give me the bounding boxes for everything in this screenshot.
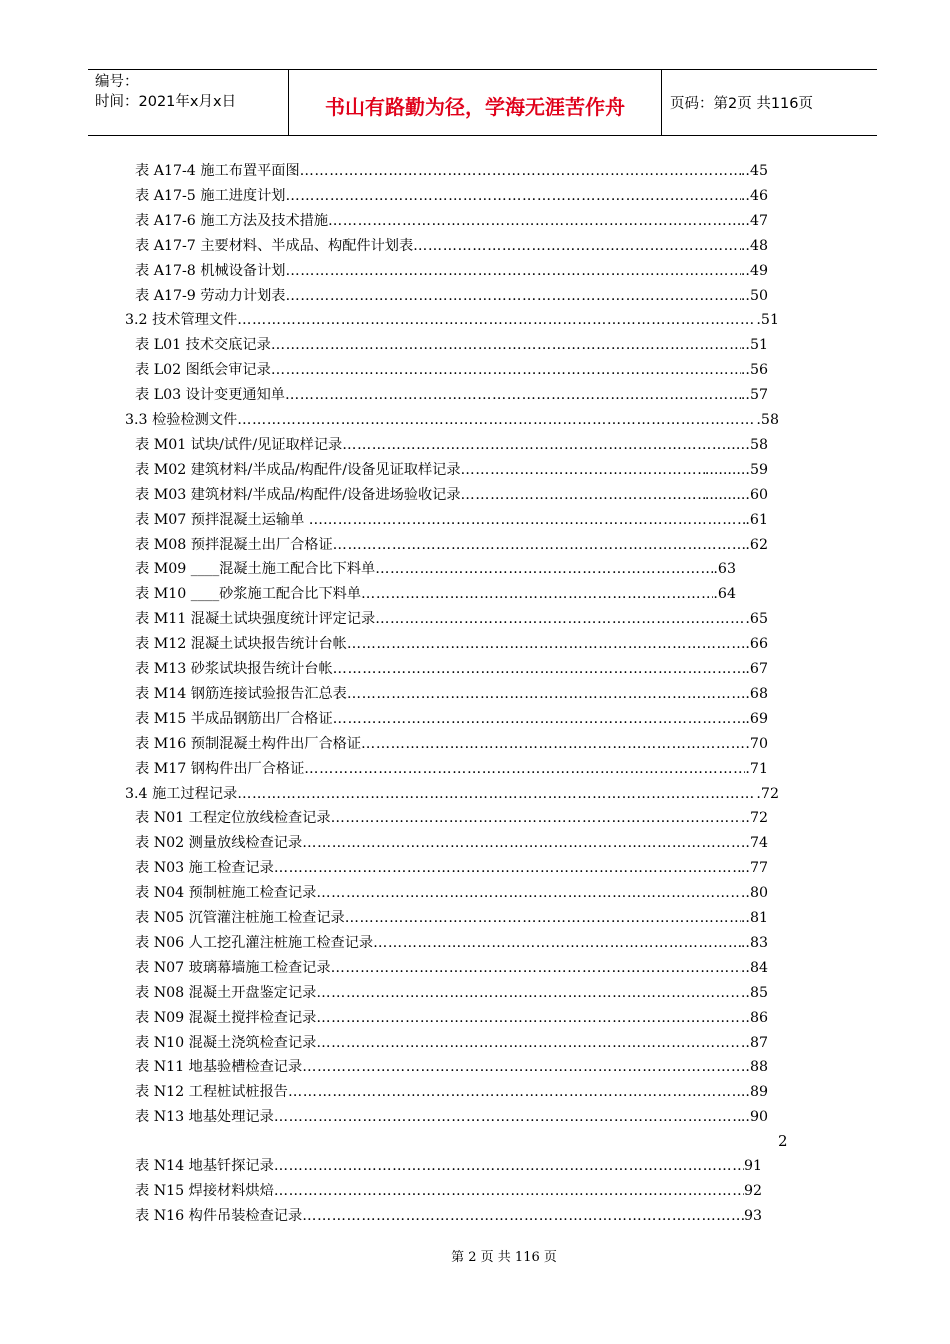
toc-entry-page: .65 [745, 611, 768, 628]
toc-leader-dots [285, 185, 740, 207]
toc-entry-title: 表 N12 工程桩试桩报告 [135, 1084, 288, 1101]
toc-leader-dots [347, 683, 746, 705]
toc-entry[interactable] [125, 309, 779, 331]
toc-leader-dots [461, 484, 705, 506]
toc-entry[interactable] [135, 359, 768, 381]
toc-entry[interactable] [135, 1007, 768, 1029]
toc-leader-dots [285, 260, 740, 282]
toc-entry[interactable] [135, 982, 768, 1004]
toc-entry[interactable] [135, 434, 768, 456]
toc-entry-title: 表 N14 地基钎探记录 [135, 1158, 274, 1174]
toc-leader-dots [288, 1081, 741, 1103]
toc-entry-title: 表 N02 测量放线检查记录 [135, 835, 303, 852]
toc-leader-dots [328, 210, 741, 232]
header-motto: 书山有路勤为径，学海无涯苦作舟 [325, 95, 625, 119]
toc-entry-page: .58 [756, 412, 779, 428]
toc-entry-page: .71 [745, 760, 768, 777]
toc-entry-title: 表 A17-7 主要材料、半成品、构配件计划表 [135, 237, 414, 254]
toc-leader-dots [237, 783, 756, 805]
toc-entry-title: 表 M13 砂浆试块报告统计台帐 [135, 661, 333, 677]
toc-entry-page: ..........60 [704, 486, 768, 503]
toc-entry-page: .64 [713, 586, 736, 603]
toc-entry-title: 表 M02 建筑材料/半成品/构配件/设备见证取样记录 [135, 461, 461, 478]
toc-entry[interactable] [125, 409, 779, 431]
toc-entry-title: 表 M16 预制混凝土构件出厂合格证 [135, 735, 362, 752]
toc-entry-page: ..88 [740, 1059, 768, 1076]
toc-entry-title: 表 N04 预制桩施工检查记录 [135, 885, 317, 902]
toc-entry[interactable] [135, 384, 768, 406]
document-time-label: 时间：2021年x月x日 [95, 94, 237, 110]
toc-entry-title: 表 N08 混凝土开盘鉴定记录 [135, 984, 317, 1001]
toc-entry[interactable] [135, 1155, 762, 1177]
toc-entry-page: .63 [713, 561, 736, 578]
page-footer: 第 2 页 共 116 页 [451, 1250, 557, 1265]
toc-entry-title: 表 N15 焊接材料烘焙 [135, 1182, 274, 1199]
toc-entry[interactable] [135, 459, 768, 481]
toc-leader-dots [461, 459, 705, 481]
toc-leader-dots [271, 359, 741, 381]
toc-leader-dots [375, 558, 713, 580]
toc-entry-page: ..86 [740, 1009, 768, 1026]
toc-entry[interactable] [135, 1032, 768, 1054]
toc-entry[interactable] [135, 509, 768, 531]
toc-entry[interactable] [135, 857, 768, 879]
header-bottom-rule [88, 135, 877, 136]
toc-entry-title: 表 N16 构件吊装检查记录 [135, 1207, 303, 1224]
toc-leader-dots [274, 1106, 741, 1128]
toc-entry[interactable] [135, 334, 768, 356]
toc-entry-title: 表 M12 混凝土试块报告统计台帐 [135, 636, 347, 653]
toc-entry-title: 表 N03 施工检查记录 [135, 860, 274, 877]
mid-page-number: 2 [778, 1132, 788, 1150]
toc-entry-page: .51 [756, 312, 779, 329]
toc-entry-title: 表 A17-5 施工进度计划 [135, 187, 286, 204]
toc-entry-title: 表 A17-6 施工方法及技术措施 [135, 212, 329, 229]
toc-entry[interactable] [135, 235, 768, 257]
toc-entry[interactable] [135, 907, 768, 929]
toc-entry-title: 3.3 检验检测文件 [125, 412, 238, 428]
toc-leader-dots [237, 309, 756, 331]
toc-leader-dots [316, 982, 741, 1004]
toc-leader-dots [345, 907, 741, 929]
toc-entry-title: 表 N05 沉管灌注桩施工检查记录 [135, 910, 345, 926]
toc-leader-dots [323, 509, 745, 531]
toc-entry-title: 表 M07 预拌混凝土运输单 … [135, 511, 323, 528]
toc-entry-title: 表 M15 半成品钢筋出厂合格证 [135, 710, 333, 727]
toc-entry-title: 表 A17-8 机械设备计划 [135, 262, 286, 279]
toc-entry[interactable] [135, 1180, 762, 1202]
toc-leader-dots [274, 1180, 744, 1202]
toc-entry-page: ……58 [721, 436, 768, 453]
toc-entry[interactable] [135, 534, 768, 556]
toc-leader-dots [347, 633, 746, 655]
toc-entry[interactable] [135, 633, 768, 655]
toc-entry[interactable] [135, 260, 768, 282]
toc-leader-dots [274, 857, 741, 879]
toc-entry-title: 3.4 施工过程记录 [125, 785, 238, 802]
toc-entry-title: 表 A17-4 施工布置平面图 [135, 163, 300, 179]
toc-entry[interactable] [135, 832, 768, 854]
toc-entry-page: .67 [745, 661, 768, 677]
toc-entry-page: .72 [756, 785, 779, 802]
toc-entry-title: 表 N11 地基验槽检查记录 [135, 1059, 303, 1076]
toc-entry-title: 表 N01 工程定位放线检查记录 [135, 810, 331, 827]
toc-entry-page: ..57 [740, 387, 768, 404]
toc-entry[interactable] [135, 1205, 762, 1227]
header-divider-left [288, 69, 289, 136]
toc-entry-page: .62 [745, 536, 768, 553]
toc-entry-title: 表 N13 地基处理记录 [135, 1109, 274, 1126]
toc-leader-dots [237, 409, 756, 431]
toc-entry-title: 表 M09 ____混凝土施工配合比下料单 [135, 561, 376, 578]
toc-entry-page: ..45 [740, 163, 768, 179]
toc-entry-title: 表 M08 预拌混凝土出厂合格证 [135, 536, 333, 553]
toc-entry[interactable] [135, 210, 768, 232]
header-top-rule [88, 69, 877, 70]
toc-entry[interactable] [135, 185, 768, 207]
toc-entry-title: 表 M11 混凝土试块强度统计评定记录 [135, 611, 376, 628]
toc-leader-dots [331, 807, 741, 829]
toc-entry[interactable] [135, 807, 768, 829]
toc-entry-title: 3.2 技术管理文件 [125, 312, 238, 329]
toc-entry-page: ..48 [740, 237, 768, 254]
toc-entry[interactable] [135, 957, 768, 979]
toc-leader-dots [304, 758, 745, 780]
toc-entry-title: 表 M03 建筑材料/半成品/构配件/设备进场验收记录 [135, 486, 461, 503]
toc-entry[interactable] [135, 683, 768, 705]
toc-entry-title: 表 M14 钢筋连接试验报告汇总表 [135, 685, 347, 702]
toc-entry-page: ..89 [740, 1084, 768, 1101]
toc-leader-dots [361, 583, 713, 605]
toc-entry-page: .66 [745, 636, 768, 653]
toc-leader-dots [373, 932, 741, 954]
toc-leader-dots [316, 1007, 741, 1029]
toc-entry[interactable] [135, 932, 768, 954]
toc-entry[interactable] [125, 783, 779, 805]
toc-leader-dots [331, 957, 741, 979]
toc-entry-page: ..47 [740, 212, 768, 229]
toc-entry[interactable] [135, 758, 768, 780]
toc-entry-page: ..........59 [704, 461, 768, 478]
toc-entry-title: 表 A17-9 劳动力计划表 [135, 287, 286, 304]
toc-entry[interactable] [135, 558, 736, 580]
toc-entry[interactable] [135, 160, 768, 182]
toc-leader-dots [302, 1205, 744, 1227]
toc-leader-dots [333, 658, 746, 680]
toc-leader-dots [413, 235, 741, 257]
toc-entry-page: ..46 [740, 187, 768, 204]
toc-leader-dots [285, 384, 741, 406]
toc-leader-dots [274, 1155, 744, 1177]
toc-entry-title: 表 M01 试块/试件/见证取样记录 [135, 436, 343, 453]
toc-leader-dots [300, 160, 741, 182]
toc-entry-title: 表 N10 混凝土浇筑检查记录 [135, 1034, 317, 1051]
toc-leader-dots [333, 534, 746, 556]
toc-entry-page: ..83 [740, 934, 768, 951]
toc-entry-title: 表 M10 ____砂浆施工配合比下料单 [135, 586, 362, 603]
toc-entry[interactable] [135, 583, 736, 605]
toc-entry-page: ..84 [740, 959, 768, 976]
toc-entry-page: ..56 [740, 362, 768, 379]
toc-entry[interactable] [135, 1106, 768, 1128]
toc-entry-page: ..90 [740, 1109, 768, 1126]
document-number-label: 编号： [95, 74, 139, 90]
toc-leader-dots [302, 1056, 741, 1078]
toc-leader-dots [285, 285, 740, 307]
toc-entry-title: 表 N07 玻璃幕墙施工检查记录 [135, 959, 331, 976]
toc-entry[interactable] [135, 1081, 768, 1103]
toc-entry-page: ..87 [740, 1034, 768, 1051]
toc-entry[interactable] [135, 733, 768, 755]
header-page-label: 页码：第2页 共116页 [670, 96, 814, 112]
toc-leader-dots [316, 882, 741, 904]
toc-entry-page: .69 [745, 710, 768, 727]
toc-leader-dots [316, 1032, 741, 1054]
toc-entry-page: ..49 [740, 262, 768, 279]
toc-entry-page: ..50 [740, 287, 768, 304]
toc-entry-title: 表 L03 设计变更通知单 [135, 387, 285, 404]
toc-entry[interactable] [135, 658, 768, 680]
toc-entry-title: 表 N06 人工挖孔灌注桩施工检查记录 [135, 934, 374, 951]
toc-leader-dots [361, 733, 745, 755]
toc-entry-page: 92 [743, 1182, 762, 1199]
toc-entry-page: .68 [745, 685, 768, 702]
toc-entry-page: ..77 [740, 860, 768, 877]
toc-entry-title: 表 N09 混凝土搅拌检查记录 [135, 1009, 317, 1026]
toc-leader-dots [302, 832, 741, 854]
toc-entry-page: .70 [745, 735, 768, 752]
toc-entry-page: ..74 [740, 835, 768, 852]
toc-leader-dots [375, 608, 745, 630]
toc-entry-page: ..72 [740, 810, 768, 827]
toc-entry-title: 表 L02 图纸会审记录 [135, 362, 271, 379]
toc-entry-page: 91 [743, 1158, 762, 1174]
toc-entry[interactable] [135, 608, 768, 630]
toc-entry-page: ..85 [740, 984, 768, 1001]
toc-leader-dots [333, 708, 746, 730]
header-divider-right [661, 69, 662, 136]
toc-entry-page: ..80 [740, 885, 768, 902]
toc-entry-page: ..81 [740, 910, 768, 926]
toc-entry-page: 93 [743, 1207, 762, 1224]
header-meta [95, 72, 236, 112]
toc-entry[interactable] [135, 708, 768, 730]
toc-entry-title: 表 M17 钢构件出厂合格证 [135, 760, 305, 777]
toc-entry[interactable] [135, 484, 768, 506]
toc-entry[interactable] [135, 1056, 768, 1078]
toc-leader-dots [271, 334, 741, 356]
toc-entry-page: .61 [745, 511, 768, 528]
toc-entry-page: ..51 [740, 337, 768, 354]
toc-leader-dots [342, 434, 721, 456]
toc-entry-title: 表 L01 技术交底记录 [135, 337, 271, 354]
toc-entry[interactable] [135, 882, 768, 904]
toc-entry[interactable] [135, 285, 768, 307]
